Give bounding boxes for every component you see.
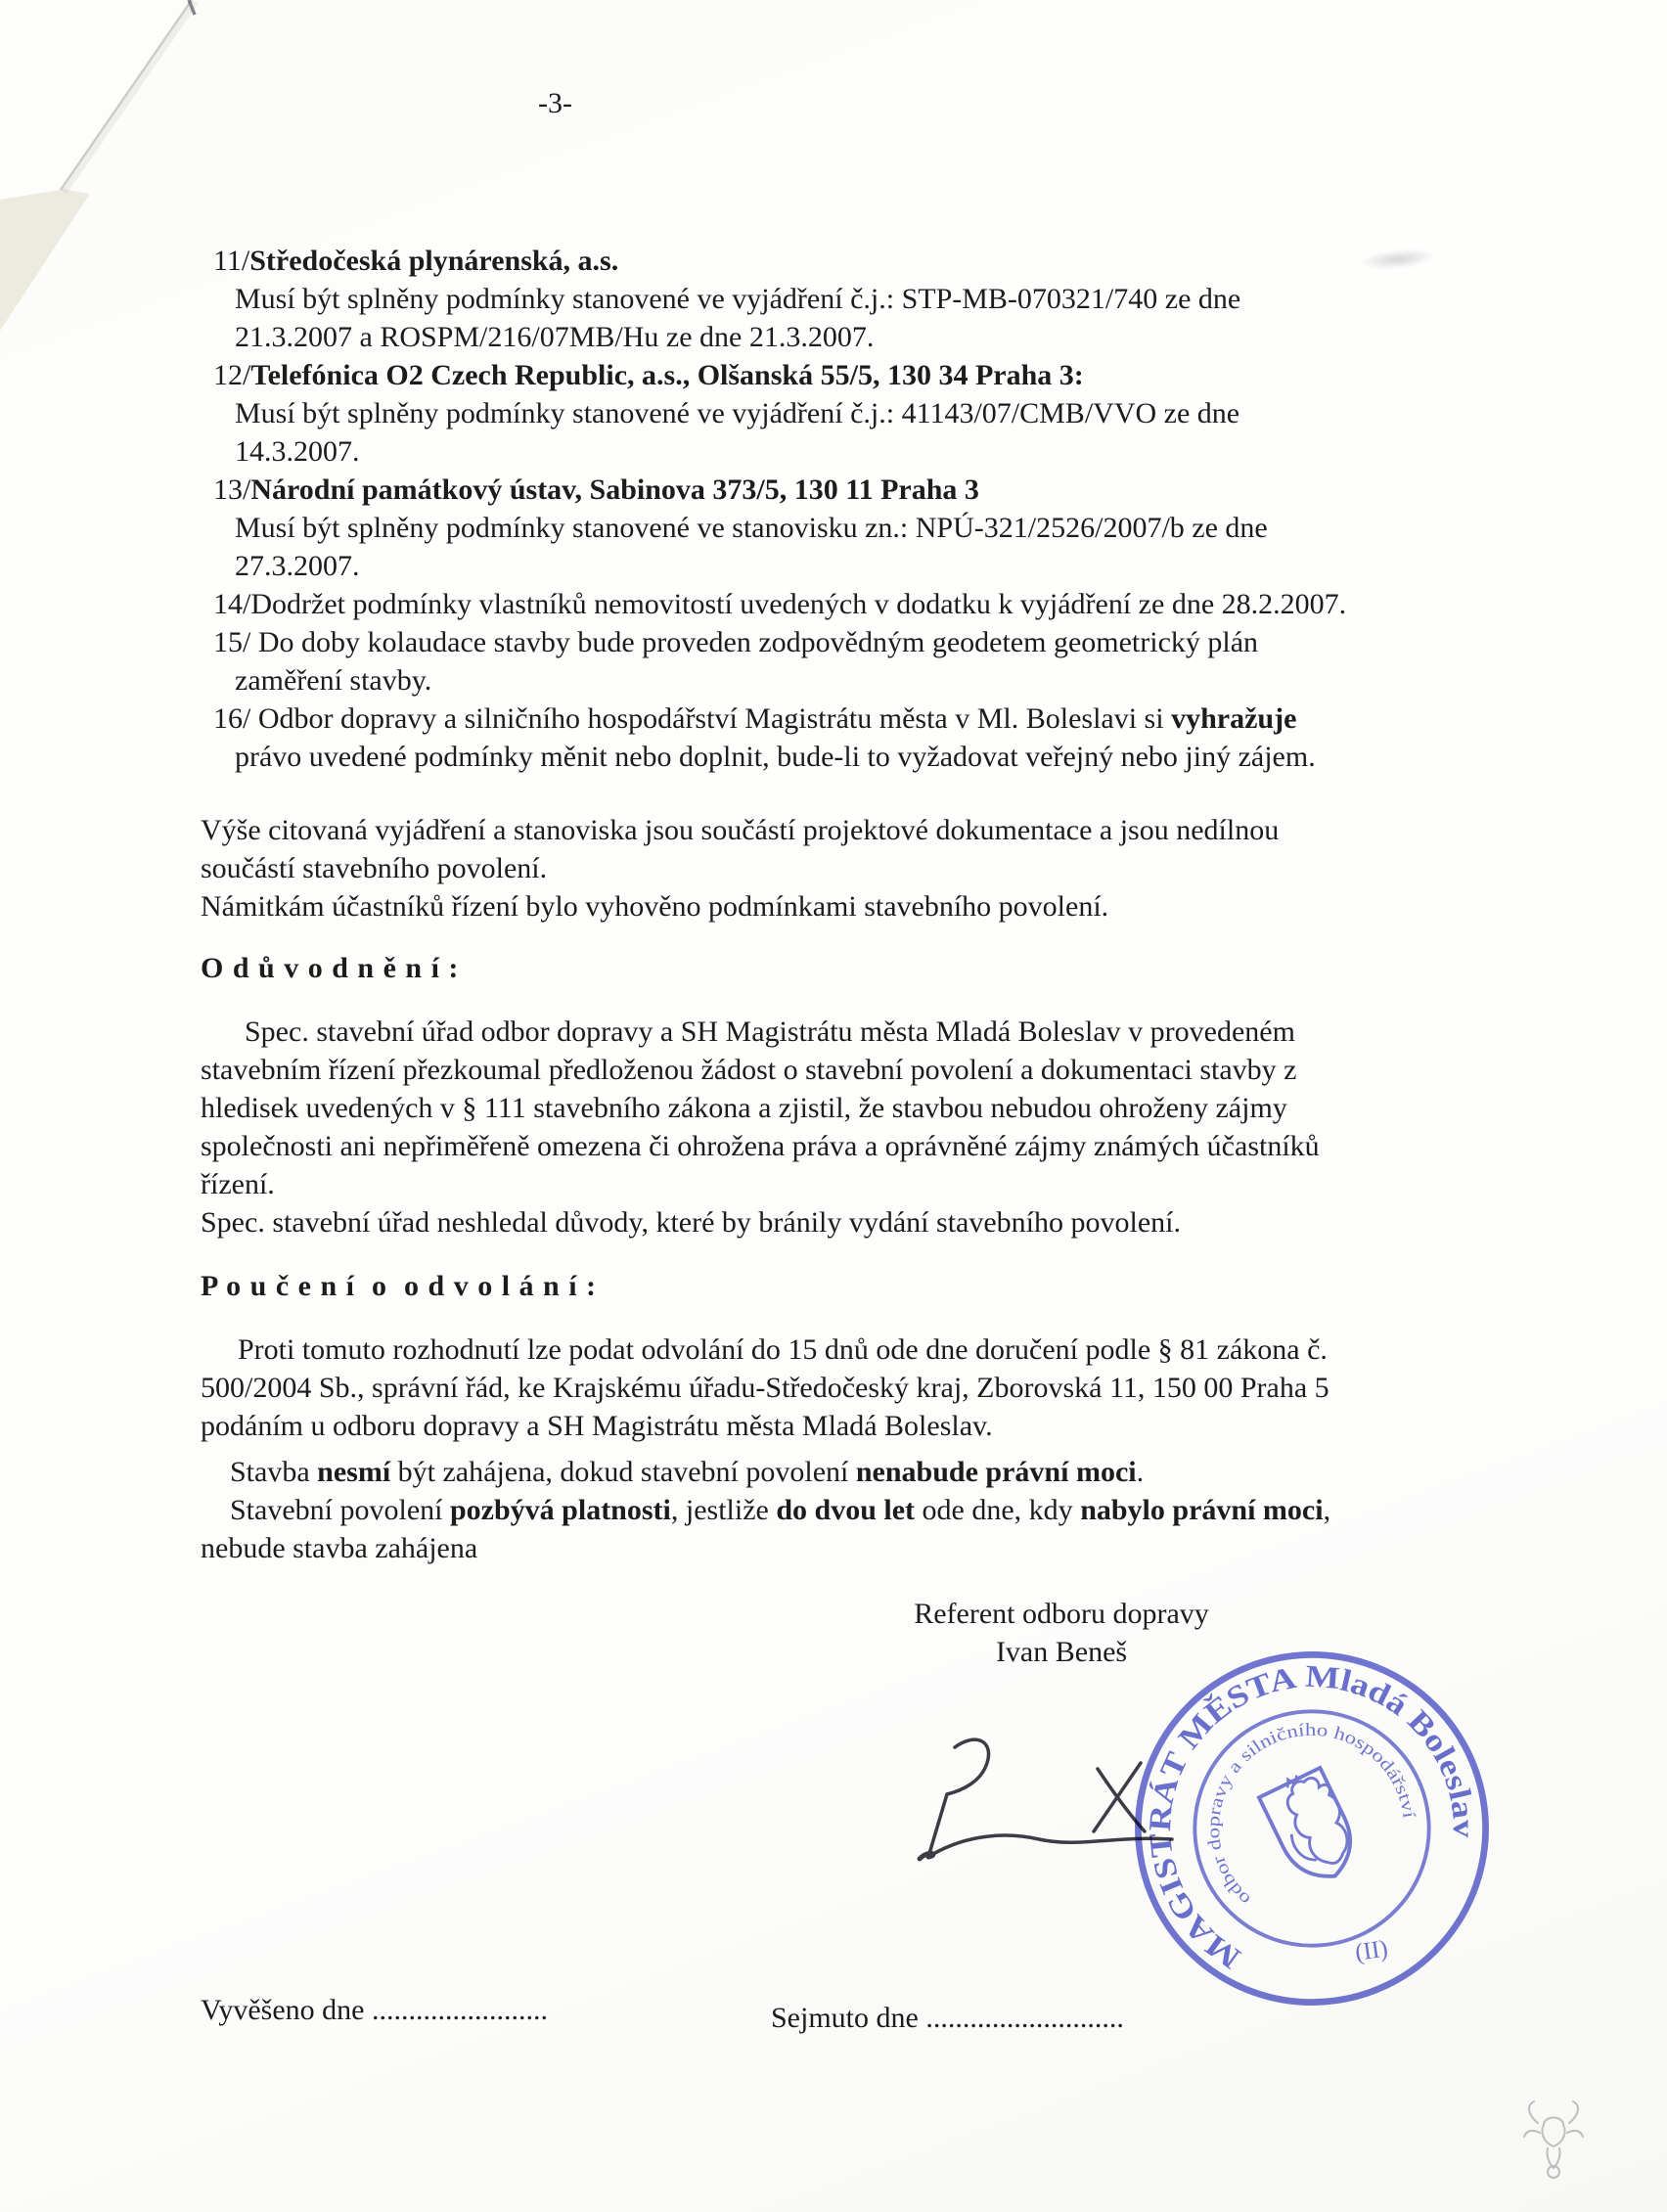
closing-paragraph-1: Výše citovaná vyjádření a stanoviska jsou součástí projektové dokumentace a jsou nedílnou součástí stavebního povolení. <box>201 814 1280 884</box>
signer-name: Ivan Beneš <box>995 1636 1128 1668</box>
condition-number: 14/ <box>213 588 251 620</box>
stamp-inner-text: odbor dopravy a silničního hospodářství <box>1202 1719 1419 1910</box>
page-number: -3- <box>538 87 572 119</box>
closing-paragraph-2: Námitkám účastníků řízení bylo vyhověno podmínkami stavebního povolení. <box>201 890 1109 923</box>
condition-text: Musí být splněny podmínky stanovené ve vyjádření č.j.: 41143/07/CMB/VVO ze dne 14.3.2007. <box>235 397 1240 468</box>
condition-text: Musí být splněny podmínky stanovené ve stanovisku zn.: NPÚ-321/2526/2007/b ze dne 27.3.2007. <box>235 512 1268 582</box>
shield-icon <box>1259 1768 1366 1891</box>
condition-text: Dodržet podmínky vlastníků nemovitostí uvedených v dodatku k vyjádření ze dne 28.2.2007. <box>250 588 1347 620</box>
pouceni-paragraph-2: Stavba nesmí být zahájena, dokud stavební povolení nenabude právní moci. <box>230 1456 1145 1488</box>
section-heading-pouceni: P o u č e n í o o d v o l á n í : <box>201 1270 598 1302</box>
document-body <box>201 0 1350 1671</box>
condition-text: Odbor dopravy a silničního hospodářství Magistrátu města v Ml. Boleslavi si vyhražuje právo uvedené podmínky měnit nebo doplnit, bude-li to vyžadovat veřejný nebo jiný zájem. <box>235 702 1316 773</box>
closing-statements <box>201 811 1350 925</box>
stamp-number: (II) <box>1353 1935 1390 1966</box>
condition-party-name: Telefónica O2 Czech Republic, a.s., Olšanská 55/5, 130 34 Praha 3: <box>250 359 1084 391</box>
condition-number: 11/ <box>213 245 250 277</box>
condition-item-12 <box>201 356 1350 471</box>
condition-party-name: Národní památkový ústav, Sabinova 373/5, 130 11 Praha 3 <box>250 474 979 506</box>
removed-date-line: Sejmuto dne ........................... <box>771 2002 1124 2034</box>
oduvodneni-paragraph-1: Spec. stavební úřad odbor dopravy a SH Magistrátu města Mladá Boleslav v provedeném stavebním řízení přezkoumal předloženou žádost o stavební povolení a dokumentaci stavby z hledisek uvedených v § 111 stavebního zákona a zjistil, že stavbou nebudou ohroženy zájmy společnosti ani nepřiměřeně omezena či ohrožena práva a oprávněné zájmy známých účastníků řízení. <box>201 1016 1320 1200</box>
pouceni-paragraph-1: Proti tomuto rozhodnutí lze podat odvolání do 15 dnů ode dne doručení podle § 81 zákona č. 500/2004 Sb., správní řád, ke Krajskému úřadu-Středočeský kraj, Zborovská 11, 150 00 Praha 5 podáním u odboru dopravy a SH Magistrátu města Mladá Boleslav. <box>201 1333 1329 1442</box>
condition-item-14 <box>201 585 1350 623</box>
pencil-smudge <box>1361 247 1434 272</box>
faint-crest-mark <box>1514 2090 1593 2183</box>
signature-block <box>846 1595 1277 1671</box>
condition-item-15 <box>201 623 1350 700</box>
stamp-coat-of-arms <box>1257 1764 1366 1890</box>
signer-role: Referent odboru dopravy <box>914 1598 1209 1630</box>
condition-text: Musí být splněny podmínky stanovené ve vyjádření č.j.: STP-MB-070321/740 ze dne 21.3.2007 a ROSPM/216/07MB/Hu ze dne 21.3.2007. <box>235 283 1241 353</box>
condition-number: 15/ <box>213 626 258 658</box>
pouceni-paragraph-3: Stavební povolení pozbývá platnosti, jestliže do dvou let ode dne, kdy nabylo právní moci, nebude stavba zahájena <box>201 1494 1331 1564</box>
condition-item-16 <box>201 700 1350 776</box>
condition-number: 16/ <box>213 702 258 735</box>
condition-text: Do doby kolaudace stavby bude proveden zodpovědným geodetem geometrický plán zaměření stavby. <box>235 626 1259 697</box>
condition-number: 12/ <box>213 359 251 391</box>
condition-item-13 <box>201 471 1350 585</box>
stamp-outer-text: MAGISTRÁT MĚSTA Mladá Boleslav <box>1142 1658 1481 1976</box>
condition-party-name: Středočeská plynárenská, a.s. <box>249 245 619 277</box>
condition-number: 13/ <box>213 474 251 506</box>
section-heading-oduvodneni: O d ů v o d n ě n í : <box>201 952 460 984</box>
conditions-list <box>201 242 1350 776</box>
posted-date-line: Vyvěšeno dne ........................ <box>201 1994 548 2026</box>
condition-item-11 <box>201 242 1350 356</box>
oduvodneni-paragraph-2: Spec. stavební úřad neshledal důvody, které by bránily vydání stavebního povolení. <box>201 1206 1181 1239</box>
